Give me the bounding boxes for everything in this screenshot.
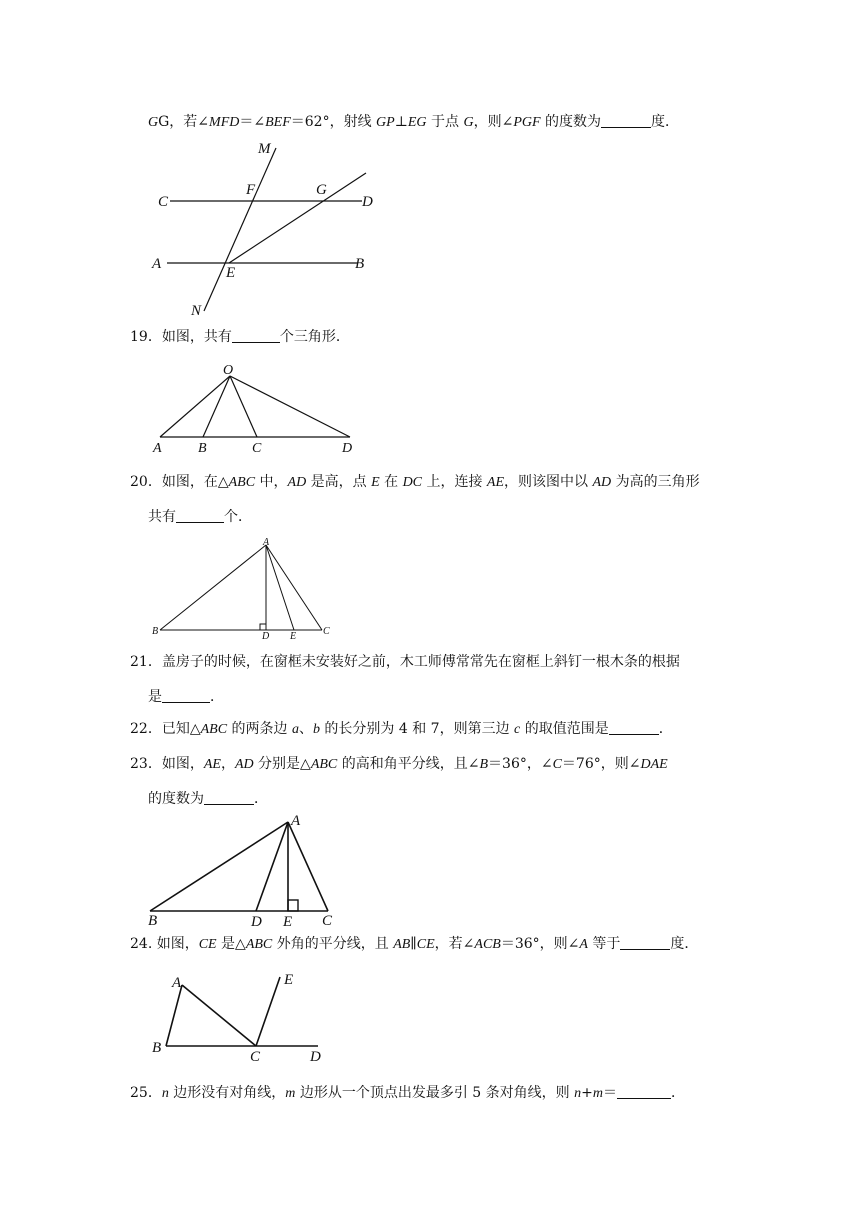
label-e: E — [290, 631, 297, 642]
label-a: A — [153, 441, 162, 456]
label-e: E — [283, 914, 293, 930]
q19-text: 19．如图，共有 个三角形． — [130, 329, 350, 345]
q20-text-line1: 20．如图，在△ABC 中，AD 是高，点 E 在 DC 上，连接 AE，则该图中以 AD 为高的三角形 — [130, 474, 700, 490]
label-c: C — [323, 626, 330, 637]
answer-blank[interactable] — [609, 720, 659, 735]
q19-figure — [0, 355, 860, 465]
q25-text: 25．n 边形没有对角线，m 边形从一个顶点出发最多引 5 条对角线，则 n+m＝ ． — [130, 1085, 685, 1101]
label-a: A — [263, 537, 270, 548]
q23-text-line1: 23．如图，AE，AD 分别是△ABC 的高和角平分线，且∠B＝36°，∠C＝76°，则∠DAE — [130, 756, 668, 772]
label-n: N — [191, 303, 202, 319]
q18-figure — [0, 0, 860, 330]
label-g: G — [316, 182, 327, 198]
q24-text: 24. 如图，CE 是△ABC 外角的平分线，且 AB∥CE，若∠ACB＝36°，则∠A 等于 度． — [130, 936, 699, 952]
label-a: A — [172, 975, 182, 991]
label-b: B — [198, 441, 207, 456]
q20-text-line2: 共有 个． — [148, 509, 252, 525]
q22-text: 22．已知△ABC 的两条边 a、b 的长分别为 4 和 7，则第三边 c 的取值范围是 ． — [130, 721, 673, 737]
q23-figure — [0, 810, 860, 930]
label-a: A — [152, 256, 162, 272]
answer-blank[interactable] — [620, 935, 670, 950]
label-m: M — [258, 141, 271, 157]
label-d: D — [362, 194, 373, 210]
label-c: C — [322, 913, 333, 929]
label-b: B — [152, 1040, 162, 1056]
answer-blank[interactable] — [617, 1084, 671, 1099]
q20-figure — [0, 535, 860, 645]
answer-blank[interactable] — [176, 508, 224, 523]
label-e: E — [284, 972, 294, 988]
label-d: D — [342, 441, 353, 456]
answer-blank[interactable] — [232, 328, 280, 343]
q18-text: GG，若∠MFD＝∠BEF＝62°，射线 GP⊥EG 于点 G，则∠PGF 的度数为 度． — [148, 114, 679, 130]
label-e: E — [226, 265, 236, 281]
label-f: F — [246, 182, 256, 198]
q24-figure — [0, 965, 860, 1065]
q21-text-line1: 21．盖房子的时候，在窗框未安装好之前，木工师傅常常先在窗框上斜钉一根木条的根据 — [130, 654, 680, 670]
answer-blank[interactable] — [204, 790, 254, 805]
label-c: C — [252, 441, 262, 456]
label-d: D — [310, 1049, 321, 1065]
answer-blank[interactable] — [162, 688, 210, 703]
label-b: B — [148, 913, 158, 929]
label-a: A — [291, 813, 301, 829]
label-o: O — [223, 363, 234, 378]
label-c: C — [250, 1049, 261, 1065]
label-b: B — [355, 256, 365, 272]
label-d: D — [251, 914, 262, 930]
label-d: D — [262, 631, 270, 642]
label-b: B — [152, 626, 159, 637]
label-c: C — [158, 194, 169, 210]
line-mn — [204, 148, 276, 311]
q21-text-line2: 是 ． — [148, 689, 224, 705]
q23-text-line2: 的度数为 ． — [148, 791, 268, 807]
